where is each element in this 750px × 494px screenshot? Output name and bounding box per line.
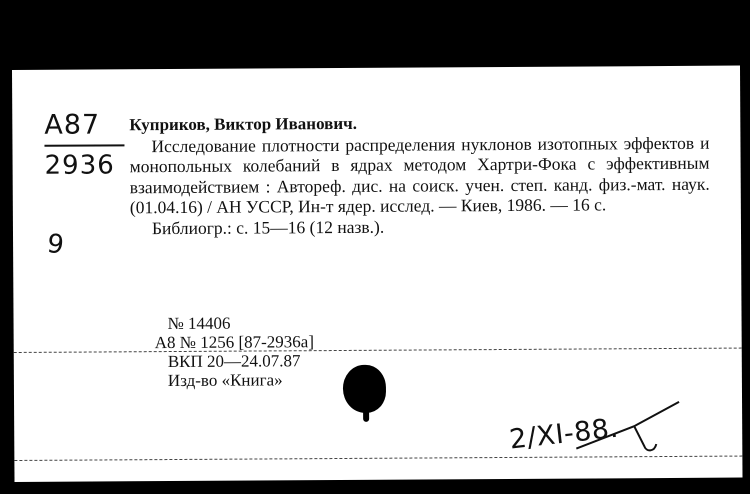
entry-author: Куприков, Виктор Иванович.: [129, 113, 358, 135]
catalog-card: [12, 66, 743, 482]
registration-number: № 14406: [167, 313, 231, 334]
entry-bibliography-note: Библиогр.: с. 15—16 (12 назв.).: [151, 216, 385, 238]
shelf-mark-line1: A87: [44, 109, 101, 141]
shelf-mark-rule: [44, 144, 124, 146]
handwritten-mark: 9: [45, 228, 66, 261]
registration-block: [133, 313, 314, 390]
vkp-code: ВКП 20—24.07.87: [167, 351, 301, 372]
bibliographic-entry: [129, 112, 710, 239]
a8-number: А8 № 1256 [87-2936а]: [154, 332, 315, 353]
dashed-divider: [14, 348, 742, 353]
handwritten-date: 2/XI-88.: [507, 412, 621, 456]
handwritten-signature: [574, 396, 684, 457]
bottom-dashed-divider: [14, 456, 742, 461]
ink-blot: [343, 365, 386, 413]
shelf-mark-line2: 2936: [44, 150, 115, 181]
entry-body: Исследование плотности распределения нуклонов изотопных эффектов и монопольных колебаний в ядрах методом Хартри-Фока с эффективным взаимодействием : Автореф. дис. на соиск. учен. степ. канд. физ.-мат. наук. (01.04.16) / АН УССР, Ин-т ядер. исслед. — Киев, 1986. — 16 с.: [129, 132, 710, 218]
publisher: Изд-во «Книга»: [167, 370, 283, 391]
shelf-mark: [44, 109, 124, 181]
ink-blot-tail: [363, 408, 369, 422]
